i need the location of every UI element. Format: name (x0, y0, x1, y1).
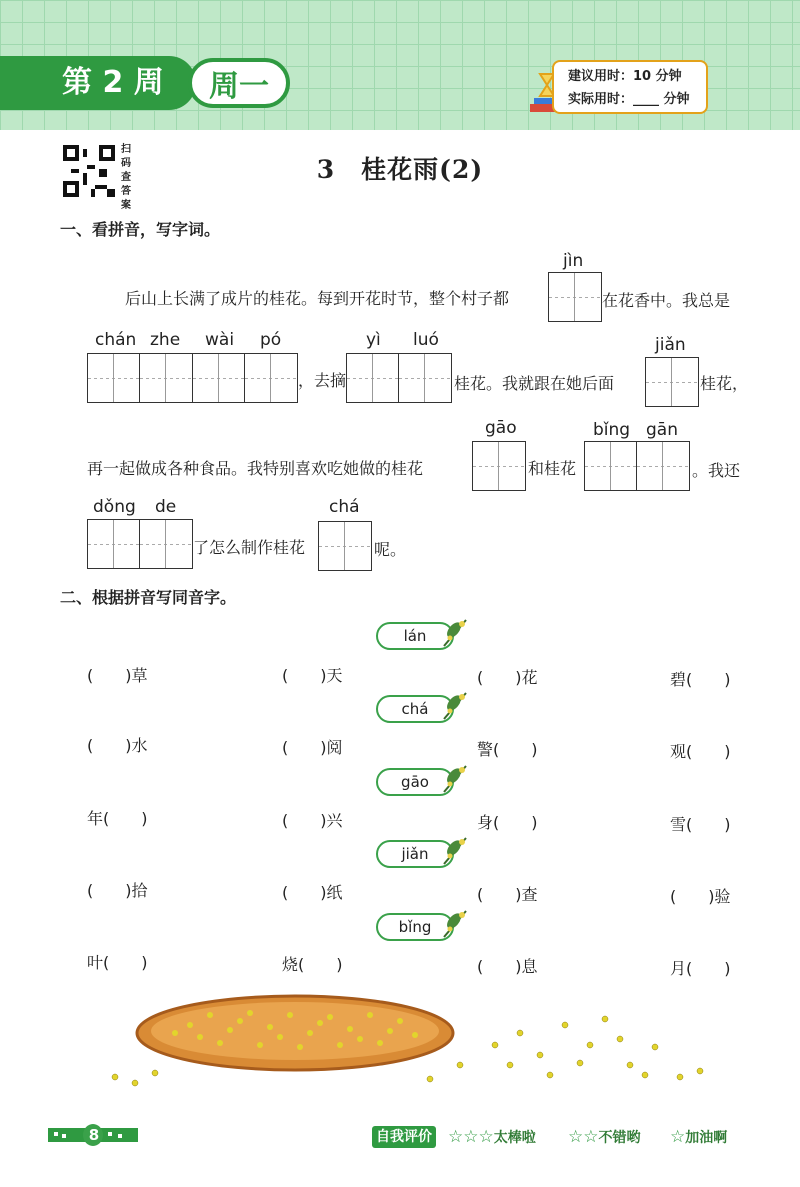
answer-box-jian[interactable] (645, 357, 699, 407)
passage-line2-mid2: 桂花。我就跟在她后面 (454, 374, 615, 393)
pinyin-po: pó (260, 330, 282, 350)
homophone-item[interactable]: 月( ) (670, 959, 731, 978)
homophone-item[interactable]: 警( ) (477, 740, 538, 759)
passage-line3: 再一起做成各种食品。我特别喜欢吃她做的桂花 (87, 459, 424, 478)
page-title: 3 桂花雨(2) (316, 155, 484, 184)
homophone-item[interactable]: ( )查 (477, 885, 538, 904)
star-icon: ☆ (583, 1127, 599, 1147)
pinyin-jin: jìn (563, 251, 584, 271)
passage-line4-end: 呢。 (374, 540, 407, 559)
pinyin-zhe: zhe (150, 330, 181, 350)
answer-box-chanzhe[interactable] (87, 353, 193, 403)
osmanthus-leaf-icon (442, 616, 468, 648)
qr-label: 扫 码 查 答 案 (121, 144, 131, 211)
homophone-item[interactable]: ( )花 (477, 668, 538, 687)
homophone-item[interactable]: ( )水 (87, 736, 148, 755)
star-icon: ☆ (568, 1127, 584, 1147)
day-label: 周一 (188, 58, 290, 108)
pinyin-de: de (155, 497, 177, 517)
rating-label: 太棒啦 (493, 1130, 536, 1146)
week-label: 第 2 周 (0, 56, 196, 110)
passage-line2-mid: ，去摘 (298, 371, 347, 390)
section2-heading: 二、根据拼音写同音字。 (60, 588, 237, 607)
answer-box-cha[interactable] (318, 521, 372, 571)
answer-box-yiluo[interactable] (346, 353, 452, 403)
homophone-item[interactable]: ( )天 (282, 666, 343, 685)
osmanthus-leaf-icon (442, 762, 468, 794)
homophone-item[interactable]: ( )纸 (282, 883, 343, 902)
homophone-item[interactable]: ( )拾 (87, 881, 148, 900)
homophone-item[interactable]: 年( ) (87, 809, 148, 828)
pinyin-luo: luó (413, 330, 439, 350)
rating-label: 加油啊 (685, 1130, 728, 1146)
self-eval-label: 自我评价 (372, 1126, 436, 1148)
pinyin-pill-cha: chá (376, 695, 454, 723)
passage-line1-end: 在花香中。我总是 (602, 291, 731, 310)
suggested-time: 建议用时：10 分钟 (568, 69, 682, 84)
answer-box-jin[interactable] (548, 272, 602, 322)
pinyin-chan: chán (95, 330, 137, 350)
osmanthus-leaf-icon (442, 689, 468, 721)
homophone-item[interactable]: 雪( ) (670, 815, 731, 834)
homophone-item[interactable]: 烧( ) (282, 955, 343, 974)
pinyin-gan: gān (646, 420, 678, 440)
homophone-item[interactable]: ( )验 (670, 887, 731, 906)
time-box (552, 60, 708, 114)
homophone-item[interactable]: 碧( ) (670, 670, 731, 689)
homophone-item[interactable]: ( )阅 (282, 738, 343, 757)
rating-three-stars[interactable] (448, 1126, 536, 1149)
star-icon: ☆ (463, 1127, 479, 1147)
homophone-item[interactable]: ( )兴 (282, 811, 343, 830)
passage-line4-mid: 了怎么制作桂花 (193, 538, 306, 557)
pinyin-pill-bing: bǐng (376, 913, 454, 941)
star-icon: ☆ (478, 1127, 494, 1147)
answer-box-binggan[interactable] (584, 441, 690, 491)
passage-line3-mid: 和桂花 (528, 459, 577, 478)
answer-box-dongde[interactable] (87, 519, 193, 569)
section1-heading: 一、看拼音，写字词。 (60, 220, 221, 239)
pinyin-bing: bǐng (593, 420, 631, 440)
pinyin-pill-jian: jiǎn (376, 840, 454, 868)
rating-label: 不错哟 (598, 1130, 641, 1146)
passage-line3-end: 。我还 (692, 461, 741, 480)
pinyin-pill-lan: lán (376, 622, 454, 650)
pinyin-dong: dǒng (93, 497, 136, 517)
rating-two-stars[interactable] (568, 1126, 641, 1149)
pinyin-yi: yì (366, 330, 381, 350)
answer-box-gao[interactable] (472, 441, 526, 491)
passage-line1: 后山上长满了成片的桂花。每到开花时节，整个村子都 (125, 289, 510, 308)
actual-time: 实际用时：____ 分钟 (568, 92, 690, 107)
osmanthus-basket-illustration (100, 985, 740, 1095)
page-number: 8 (88, 1126, 100, 1144)
pinyin-pill-gao: gāo (376, 768, 454, 796)
osmanthus-leaf-icon (442, 834, 468, 866)
pinyin-wai: wài (205, 330, 235, 350)
homophone-item[interactable]: 叶( ) (87, 953, 148, 972)
osmanthus-leaf-icon (442, 907, 468, 939)
rating-one-star[interactable] (670, 1126, 727, 1149)
star-icon: ☆ (670, 1127, 686, 1147)
star-icon: ☆ (448, 1127, 464, 1147)
homophone-item[interactable]: ( )息 (477, 957, 538, 976)
homophone-item[interactable]: ( )草 (87, 666, 148, 685)
pinyin-jian: jiǎn (655, 335, 686, 355)
pinyin-gao: gāo (485, 418, 517, 438)
answer-box-waipo[interactable] (192, 353, 298, 403)
homophone-item[interactable]: 身( ) (477, 813, 538, 832)
pinyin-cha: chá (329, 497, 360, 517)
passage-line2-end: 桂花， (700, 374, 749, 393)
homophone-item[interactable]: 观( ) (670, 742, 731, 761)
